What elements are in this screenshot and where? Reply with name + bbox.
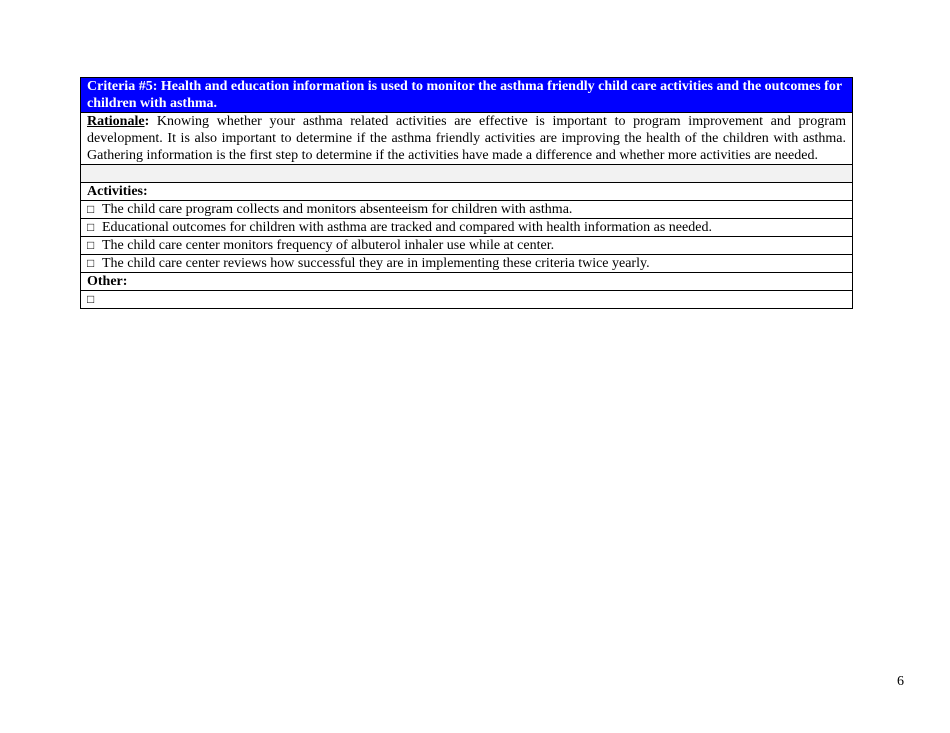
criteria-table	[80, 77, 853, 309]
activity-row	[81, 201, 853, 219]
other-item	[81, 291, 853, 309]
checkbox-icon[interactable]: □	[87, 220, 95, 234]
spacer-cell	[81, 165, 853, 183]
criteria-title: Criteria #5: Health and education information is used to monitor the asthma friendly child care activities and the outcomes for children with asthma.	[81, 78, 853, 113]
checkbox-icon[interactable]: □	[87, 202, 95, 216]
activities-heading: Activities:	[81, 183, 853, 201]
rationale-row	[81, 113, 853, 165]
activity-item	[81, 219, 853, 237]
activity-text: The child care program collects and monitors absenteeism for children with asthma.	[102, 202, 573, 217]
checkbox-icon[interactable]: □	[87, 292, 95, 306]
other-heading-row	[81, 273, 853, 291]
activity-text: Educational outcomes for children with asthma are tracked and compared with health information as needed.	[102, 220, 712, 235]
activity-item	[81, 255, 853, 273]
page-number: 6	[897, 674, 904, 689]
checkbox-icon[interactable]: □	[87, 256, 95, 270]
rationale-text: Knowing whether your asthma related activities are effective is important to program improvement and program development. It is also important to determine if the asthma friendly activities are improving the health of the children with asthma. Gathering information is the first step to determine if the activities have made a difference and whether more activities are needed.	[87, 114, 846, 163]
rationale-colon: :	[144, 114, 150, 129]
other-heading: Other:	[81, 273, 853, 291]
rationale-cell	[81, 113, 853, 165]
spacer-row	[81, 165, 853, 183]
activity-row	[81, 219, 853, 237]
other-row	[81, 291, 853, 309]
activity-item	[81, 201, 853, 219]
activity-text: The child care center monitors frequency of albuterol inhaler use while at center.	[102, 238, 555, 253]
criteria-header-row	[81, 78, 853, 113]
rationale-label: Rationale	[87, 114, 145, 129]
checkbox-icon[interactable]: □	[87, 238, 95, 252]
activity-row	[81, 255, 853, 273]
activities-heading-row	[81, 183, 853, 201]
activity-text: The child care center reviews how successful they are in implementing these criteria twice yearly.	[102, 256, 650, 271]
activity-row	[81, 237, 853, 255]
activity-item	[81, 237, 853, 255]
